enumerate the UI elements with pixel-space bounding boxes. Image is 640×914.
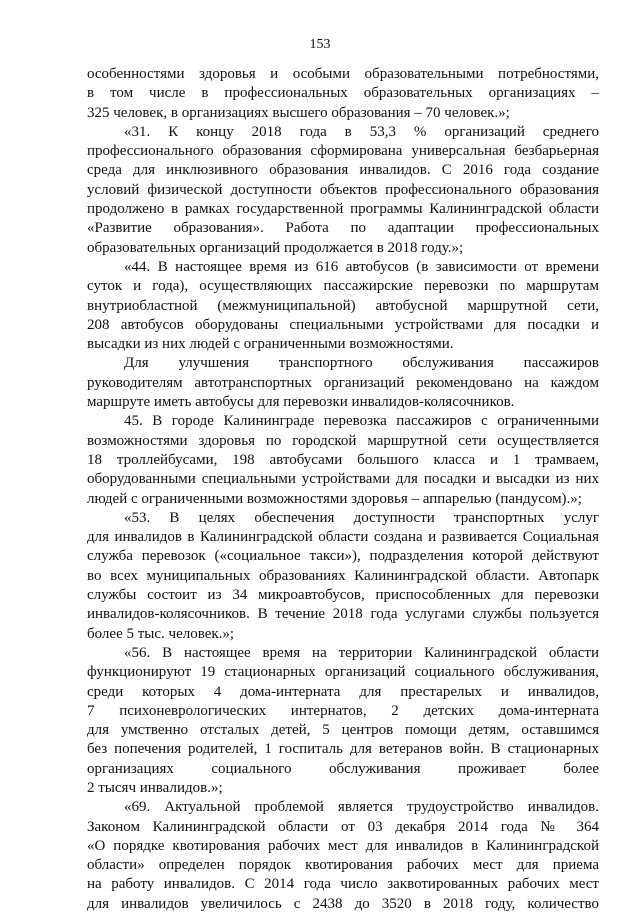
text-line: более 5 тыс. человек.»; [87,625,235,642]
text-line: службы состоит из 34 микроавтобусов, приспособленных для перевозки [87,587,599,604]
text-line: без попечения родителей, 1 госпиталь для ветеранов войн. В стационарных [87,741,599,758]
text-line: профессионального образования сформирована универсальная безбарьерная [87,143,599,160]
text-line: высадки из них людей с ограниченными возможностями. [87,336,454,353]
text-line: руководителям автотранспортных организаций рекомендовано на каждом [87,374,599,391]
text-line: на работу инвалидов. С 2014 года число заквотированных рабочих мест [87,876,599,893]
text-line: «31. К концу 2018 года в 53,3 % организаций среднего [124,123,599,140]
text-line: маршруте иметь автобусы для перевозки инвалидов-колясочников. [87,394,515,411]
text-line: среди которых 4 дома-интерната для престарелых и инвалидов, [87,683,599,700]
text-line: «69. Актуальной проблемой является трудоустройство инвалидов. [124,799,599,816]
text-line: во всех муниципальных образованиях Калининградской области. Автопарк [87,567,599,584]
text-line: суток и года), осуществляющих пассажирские перевозки по маршрутам [87,278,599,295]
text-line: области» определен порядок квотирования рабочих мест для приема [87,857,599,874]
text-line: 45. В городе Калининграде перевозка пассажиров с ограниченными [124,413,599,430]
text-line: Для улучшения транспортного обслуживания пассажиров [124,355,599,372]
text-line: оборудованными специальными устройствами для посадки и высадки из них [87,471,599,488]
text-line: Законом Калининградской области от 03 декабря 2014 года № 364 [87,818,599,835]
text-line: для инвалидов увеличилось с 2438 до 3520 в 2018 году, количество [87,895,599,912]
text-line: возможностями здоровья по городской маршрутной сети осуществляется [87,432,599,449]
text-line: служба перевозок («социальное такси»), подразделения которой действуют [87,548,599,565]
text-line: продолжено в рамках государственной программы Калининградской области [87,201,599,218]
text-line: «53. В целях обеспечения доступности транспортных услуг [124,509,599,526]
document-body [87,65,599,914]
text-line: «44. В настоящее время из 616 автобусов (в зависимости от времени [124,258,599,275]
text-line: среда для инклюзивного образования инвалидов. С 2016 года создание [87,162,599,179]
text-line: «О порядке квотирования рабочих мест для инвалидов в Калининградской [87,837,599,854]
text-line: «56. В настоящее время на территории Калининградской области [124,644,599,661]
text-line: для инвалидов в Калининградской области создана и развивается Социальная [87,529,599,546]
text-line: условий физической доступности объектов профессионального образования [87,181,599,198]
text-line: 325 человек, в организациях высшего образования – 70 человек.»; [87,104,510,121]
text-line: людей с ограниченными возможностями здоровья – аппарелью (пандусом).»; [87,490,582,507]
text-line: в том числе в профессиональных образовательных организациях – [87,85,599,102]
text-line: 18 троллейбусами, 198 автобусами большого класса и 1 трамваем, [87,451,599,468]
text-line: внутриобластной (межмуниципальной) автобусной маршрутной сети, [87,297,599,314]
text-line: инвалидов-колясочников. В течение 2018 года услугами службы пользуется [87,606,599,623]
text-line: 7 психоневрологических интернатов, 2 детских дома-интерната [87,702,599,719]
text-line: «Развитие образования». Работа по адаптации профессиональных [87,220,599,237]
text-line: для умственно отсталых детей, 5 центров помощи детям, оставшимся [87,722,599,739]
text-line: функционируют 19 стационарных организаций социального обслуживания, [87,664,599,681]
text-line: организациях социального обслуживания проживает более [87,760,599,777]
text-line: 2 тысяч инвалидов.»; [87,779,223,796]
text-line: 208 автобусов оборудованы специальными устройствами для посадки и [87,316,599,333]
text-line: образовательных организаций продолжается в 2018 году.»; [87,239,464,256]
text-line: особенностями здоровья и особыми образовательными потребностями, [87,66,599,82]
page-number: 153 [309,37,331,52]
